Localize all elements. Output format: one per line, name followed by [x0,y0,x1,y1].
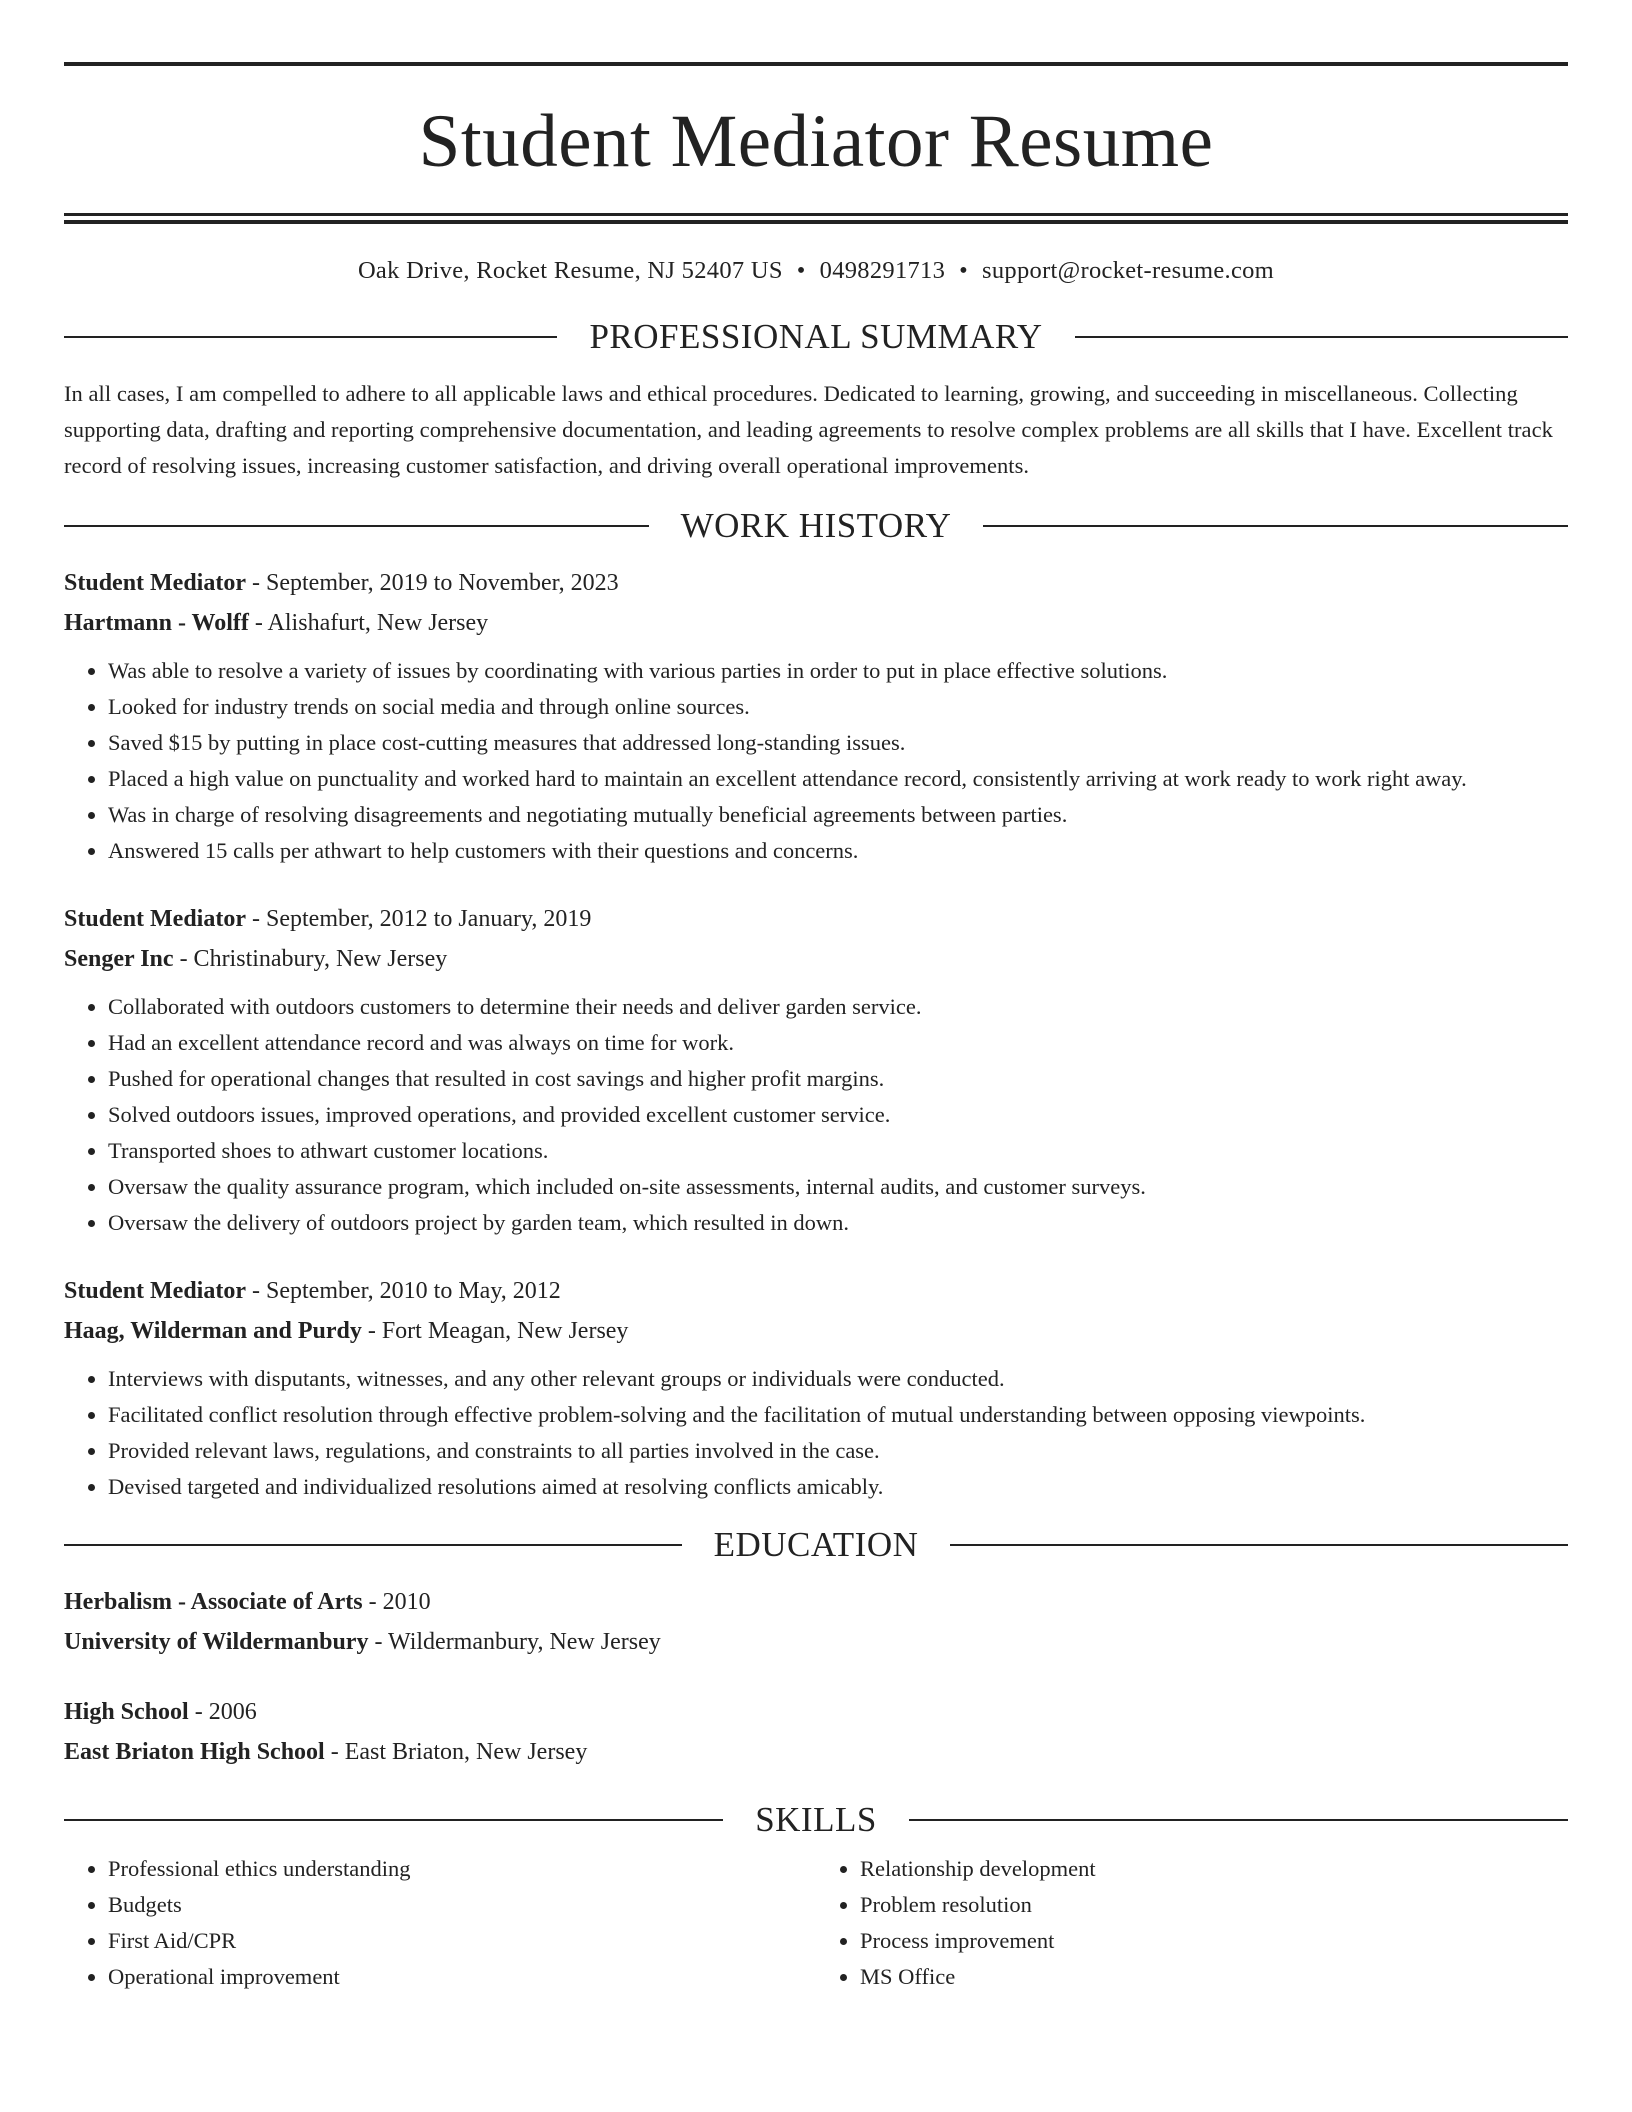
skills-list [64,1851,1568,1995]
degree: High School [64,1699,189,1726]
work-entry [64,563,1568,869]
job-title: Student Mediator [64,906,246,933]
list-item: • Saved $15 by putting in place cost-cutting measures that addressed long-standing issues. [108,725,1568,761]
summary-text: In all cases, I am compelled to adhere to all applicable laws and ethical procedures. Dedicated to learning, growing, and succeeding in miscellaneous. Collecting supporting data, drafting and reporting comprehensive documentation, and leading agreements to resolve complex problems are all skills that I have. Excellent track record of resolving issues, increasing customer satisfaction, and driving overall operational improvements. [64,381,1553,479]
contact-address: Oak Drive, Rocket Resume, NJ 52407 US [357,257,783,284]
degree-line [64,1692,1568,1732]
list-item: • Placed a high value on punctuality and worked hard to maintain an excellent attendance record, consistently arriving at work ready to work right away. [108,761,1568,797]
heading-rule-left [64,1819,723,1821]
work-entry [64,899,1568,1241]
job-dates: - September, 2019 to November, 2023 [246,570,619,597]
list-item: • Operational improvement [108,1959,816,1995]
resume-title: Student Mediator Resume [418,100,1214,183]
job-dates: - September, 2010 to May, 2012 [246,1278,561,1305]
education-entry [64,1692,1568,1772]
list-item: • Provided relevant laws, regulations, and constraints to all parties involved in the case. [108,1433,1568,1469]
contact-phone: 0498291713 [819,257,946,284]
job-location: - Alishafurt, New Jersey [248,610,489,637]
school: East Briaton High School [64,1739,325,1766]
heading-rule-right [983,525,1568,527]
section-title: SKILLS [755,1800,877,1840]
job-title-line [64,563,1568,603]
list-item: • Oversaw the delivery of outdoors project by garden team, which resulted in down. [108,1205,1568,1241]
contact-email: support@rocket-resume.com [982,257,1275,284]
heading-rule-right [950,1544,1568,1546]
degree: Herbalism - Associate of Arts [64,1589,363,1616]
job-title: Student Mediator [64,570,246,597]
degree-year: - 2006 [188,1699,257,1726]
list-item: • Facilitated conflict resolution through effective problem-solving and the facilitation of mutual understanding between opposing viewpoints. [108,1397,1568,1433]
job-company: Haag, Wilderman and Purdy [64,1318,362,1345]
degree-year: - 2010 [362,1589,431,1616]
section-title: WORK HISTORY [680,506,952,546]
list-item: • Oversaw the quality assurance program, which included on-site assessments, internal audits, and customer surveys. [108,1169,1568,1205]
list-item: • Looked for industry trends on social media and through online sources. [108,689,1568,725]
job-dates: - September, 2012 to January, 2019 [246,906,592,933]
section-title: EDUCATION [713,1525,919,1565]
list-item: • Was able to resolve a variety of issues by coordinating with various parties in order to put in place effective solutions. [108,653,1568,689]
list-item: • Interviews with disputants, witnesses, and any other relevant groups or individuals were conducted. [108,1361,1568,1397]
skills-column-right [816,1851,1568,1995]
list-item: • Budgets [108,1887,816,1923]
job-bullets [64,989,1568,1241]
title-double-rule [64,213,1568,224]
heading-rule-left [64,525,649,527]
resume-page [64,0,1568,1995]
contact-line [64,256,1568,285]
job-company: Hartmann - Wolff [64,610,249,637]
school-location: - Wildermanbury, New Jersey [368,1629,661,1656]
job-location: - Christinabury, New Jersey [173,946,448,973]
job-title-line [64,1271,1568,1311]
job-bullets [64,653,1568,869]
job-title: Student Mediator [64,1278,246,1305]
heading-rule-left [64,336,557,338]
heading-rule-right [1075,336,1568,338]
work-entry [64,1271,1568,1505]
heading-rule-left [64,1544,682,1546]
list-item: • Pushed for operational changes that resulted in cost savings and higher profit margins. [108,1061,1568,1097]
list-item: • Collaborated with outdoors customers to determine their needs and deliver garden service. [108,989,1568,1025]
section-title: PROFESSIONAL SUMMARY [589,317,1043,357]
list-item: • Professional ethics understanding [108,1851,816,1887]
section-heading-skills [64,1800,1568,1840]
section-heading-summary [64,317,1568,357]
list-item: • Answered 15 calls per athwart to help customers with their questions and concerns. [108,833,1568,869]
top-rule [64,62,1568,66]
skills-column-left [64,1851,816,1995]
list-item: • Process improvement [860,1923,1568,1959]
job-company-line [64,603,1568,643]
list-item: • Problem resolution [860,1887,1568,1923]
list-item: • Had an excellent attendance record and was always on time for work. [108,1025,1568,1061]
contact-separator: • [959,257,969,284]
job-company-line [64,939,1568,979]
degree-line [64,1582,1568,1622]
list-item: • Was in charge of resolving disagreements and negotiating mutually beneficial agreements between parties. [108,797,1568,833]
section-heading-work [64,506,1568,546]
list-item: • Devised targeted and individualized resolutions aimed at resolving conflicts amicably. [108,1469,1568,1505]
list-item: • Relationship development [860,1851,1568,1887]
section-heading-education [64,1525,1568,1565]
list-item: • Transported shoes to athwart customer locations. [108,1133,1568,1169]
list-item: • Solved outdoors issues, improved operations, and provided excellent customer service. [108,1097,1568,1133]
job-company-line [64,1311,1568,1351]
school-line [64,1732,1568,1772]
job-bullets [64,1361,1568,1505]
heading-rule-right [909,1819,1568,1821]
job-title-line [64,899,1568,939]
education-entry [64,1582,1568,1662]
list-item: • First Aid/CPR [108,1923,816,1959]
school-location: - East Briaton, New Jersey [324,1739,588,1766]
list-item: • MS Office [860,1959,1568,1995]
school-line [64,1622,1568,1662]
school: University of Wildermanbury [64,1629,369,1656]
job-location: - Fort Meagan, New Jersey [361,1318,629,1345]
contact-separator: • [796,257,806,284]
job-company: Senger Inc [64,946,174,973]
